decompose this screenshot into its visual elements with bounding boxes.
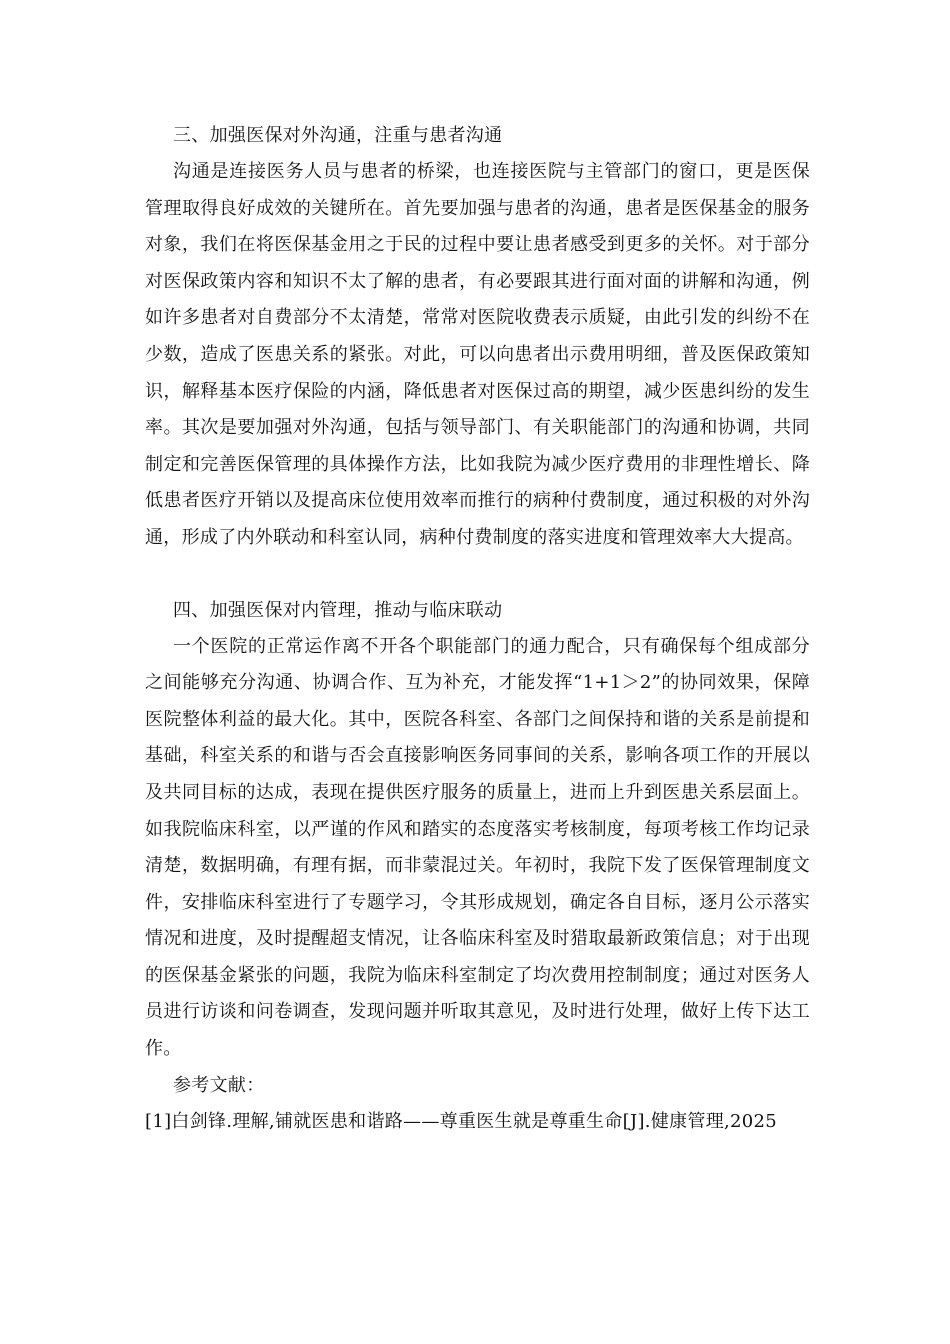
reference-item: [1]白剑锋.理解,铺就医患和谐路——尊重医生就是尊重生命[J].健康管理,2025 — [145, 1110, 778, 1132]
references-title: 参考文献： — [173, 1074, 265, 1096]
section-4-heading: 四、加强医保对内管理，推动与临床联动 — [173, 599, 503, 621]
section-3-paragraph: 沟通是连接医务人员与患者的桥梁，也连接医院与主管部门的窗口，更是医保管理取得良好成效的关键所在。首先要加强与患者的沟通，患者是医保基金的服务对象，我们在将医保基金用之于民的过程中要让患者感受到更多的关怀。对于部分对医保政策内容和知识不太了解的患者，有必要跟其进行面对面的讲解和沟通，例如许多患者对自费部分不太清楚，常常对医院收费表示质疑，由此引发的纠纷不在少数，造成了医患关系的紧张。对此，可以向患者出示费用明细，普及医保政策知识，解释基本医疗保险的内涵，降低患者对医保过高的期望，减少医患纠纷的发生率。其次是要加强对外沟通，包括与领导部门、有关职能部门的沟通和协调，共同制定和完善医保管理的具体操作方法，比如我院为减少医疗费用的非理性增长、降低患者医疗开销以及提高床位使用效率而推行的病种付费制度，通过积极的对外沟通，形成了内外联动和科室认同，病种付费制度的落实进度和管理效率大大提高。 — [145, 161, 810, 548]
section-4-paragraph: 一个医院的正常运作离不开各个职能部门的通力配合，只有确保每个组成部分之间能够充分沟通、协调合作、互为补充，才能发挥“1+1＞2”的协同效果，保障医院整体利益的最大化。其中，医院各科室、各部门之间保持和谐的关系是前提和基础，科室关系的和谐与否会直接影响医务同事间的关系，影响各项工作的开展以及共同目标的达成，表现在提供医疗服务的质量上，进而上升到医患关系层面上。如我院临床科室，以严谨的作风和踏实的态度落实考核制度，每项考核工作均记录清楚，数据明确，有理有据，而非蒙混过关。年初时，我院下发了医保管理制度文件，安排临床科室进行了专题学习，令其形成规划，确定各自目标，逐月公示落实情况和进度，及时提醒超支情况，让各临床科室及时猎取最新政策信息；对于出现的医保基金紧张的问题，我院为临床科室制定了均次费用控制制度；通过对医务人员进行访谈和问卷调查，发现问题并听取其意见，及时进行处理，做好上传下达工作。 — [145, 635, 810, 1060]
section-3-heading: 三、加强医保对外沟通，注重与患者沟通 — [173, 125, 503, 146]
document-body — [145, 118, 810, 1140]
section-spacer — [145, 557, 810, 593]
